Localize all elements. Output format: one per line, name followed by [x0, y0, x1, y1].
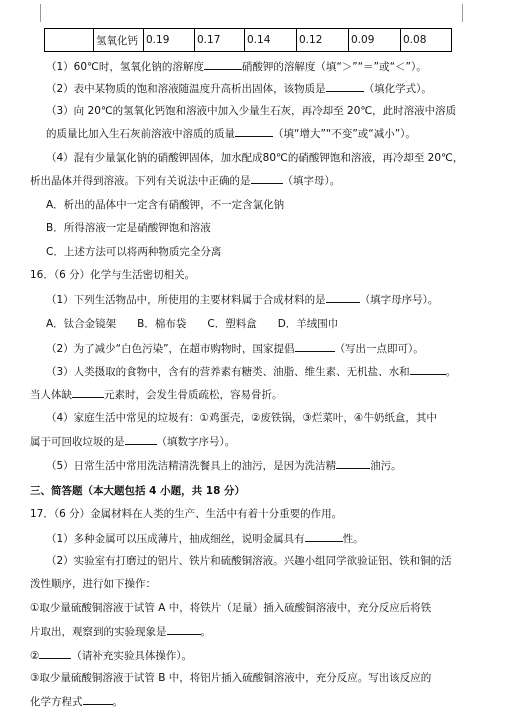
line-text: （2）表中某物质的饱和溶液随温度升高析出固体，该物质是 — [46, 83, 326, 95]
line-text: 当人体缺 — [30, 389, 72, 401]
line-text: （4）家庭生活中常见的垃圾有：①鸡蛋壳，②废铁锅，③烂菜叶，④牛奶纸盒，其中 — [46, 412, 437, 424]
table-cell: 0.08 — [401, 29, 452, 52]
line-text: C．上述方法可以将两种物质完全分离 — [46, 246, 222, 258]
table-cell: 氢氧化钙 — [94, 29, 144, 52]
line-text-after-blank: （填字母序号）。 — [359, 294, 439, 306]
line-text-after-blank: 。 — [112, 696, 123, 708]
question-line — [30, 291, 506, 308]
answer-blank[interactable] — [410, 363, 446, 375]
question-line — [30, 623, 490, 640]
question-line — [30, 267, 490, 283]
table-row — [45, 29, 452, 52]
table-cell: 0.14 — [245, 29, 297, 52]
line-text: A．析出的晶体中一定含有硝酸钾，不一定含氯化钠 — [46, 199, 285, 211]
table-cell: 0.12 — [297, 29, 349, 52]
question-line — [30, 340, 506, 357]
question-line — [30, 103, 506, 119]
line-text-after-blank: （写出一点即可）。 — [334, 343, 424, 355]
answer-blank[interactable] — [251, 172, 283, 184]
question-line — [30, 530, 506, 547]
line-text: 片取出，观察到的实验现象是 — [30, 626, 167, 638]
line-text: （4）混有少量氯化钠的硝酸钾固体，加水配成80℃的硝酸钾饱和溶液，再冷却至 20℃， — [46, 152, 464, 164]
line-text: （3）向 20℃的氢氧化钙饱和溶液中加入少量生石灰，再冷却至 20℃，此时溶液中溶质 — [46, 105, 457, 117]
line-text: 泼性顺序，进行如下操作： — [30, 578, 156, 590]
question-line — [30, 386, 490, 403]
answer-blank[interactable] — [326, 80, 364, 92]
line-text-after-blank: 元素时，会发生骨质疏松，容易骨折。 — [104, 389, 283, 401]
question-line — [30, 506, 490, 522]
question-line — [30, 457, 506, 474]
line-text: （2）实验室有打磨过的铝片、铁片和硫酸铜溶液。兴趣小组同学欲验证铝、铁和铜的活 — [46, 555, 452, 567]
question-line — [30, 576, 490, 592]
page-corner-mark — [30, 4, 41, 22]
line-text: 三、简答题（本大题包括 4 小题，共 18 分） — [30, 485, 246, 497]
line-text-after-blank: 硝酸钾的溶解度（填“＞”“＝”或“＜”）。 — [241, 61, 427, 73]
question-line — [30, 693, 490, 710]
question-line — [30, 58, 506, 75]
answer-blank[interactable] — [235, 125, 273, 137]
line-text: ③取少量硫酸铜溶液于试管 B 中，将铝片插入硫酸铜溶液中，充分反应。写出该反应的 — [30, 672, 432, 684]
question-line — [30, 410, 506, 426]
question-line — [30, 80, 506, 97]
line-text-after-blank: （填数字序号）。 — [156, 436, 236, 448]
line-text: （3）人类摄取的食物中，含有的营养素有糖类、油脂、维生素、无机盐、水和 — [46, 366, 410, 378]
answer-blank[interactable] — [336, 457, 370, 469]
solubility-table — [44, 28, 452, 52]
table-cell: 0.09 — [349, 29, 401, 52]
line-text-after-blank: 。 — [200, 626, 211, 638]
question-line — [30, 197, 506, 213]
line-text-after-blank: （填化学式）。 — [363, 83, 432, 95]
answer-blank[interactable] — [204, 58, 242, 70]
line-text-after-blank: （填“增大”“不变”或“减小”）。 — [273, 128, 416, 140]
question-line — [30, 670, 490, 686]
line-text: B．所得溶液一定是硝酸钾饱和溶液 — [46, 222, 211, 234]
table-cell: 0.19 — [144, 29, 195, 52]
line-text-after-blank: 。 — [445, 366, 457, 378]
line-text: （5）日常生活中常用洗洁精清洗餐具上的油污，是因为洗洁精 — [46, 460, 337, 472]
question-line — [30, 244, 506, 260]
line-text: （1）下列生活物品中，所使用的主要材料属于合成材料的是 — [46, 294, 326, 306]
line-text: 16．（6 分）化学与生活密切相关。 — [30, 269, 196, 281]
line-text: A．钛合金镜架 B．棉布袋 C．塑料盒 D．羊绒围巾 — [46, 318, 339, 330]
question-line — [30, 483, 490, 499]
line-text-after-blank: （填字母）。 — [282, 175, 341, 187]
table-cell — [45, 29, 94, 52]
answer-blank[interactable] — [125, 433, 157, 445]
question-line — [30, 172, 490, 189]
answer-blank[interactable] — [39, 647, 71, 659]
line-text: 17．（6 分）金属材料在人类的生产、生活中有着十分重要的作用。 — [30, 508, 343, 520]
line-text: （1）多种金属可以压成薄片，抽成细丝，说明金属具有 — [46, 533, 305, 545]
answer-blank[interactable] — [295, 340, 335, 352]
line-text: 化学方程式 — [30, 696, 83, 708]
question-line — [30, 363, 506, 380]
question-line — [30, 125, 506, 142]
line-text: 的质量比加入生石灰前溶液中溶质的质量 — [46, 128, 235, 140]
question-line — [30, 600, 490, 616]
answer-blank[interactable] — [72, 386, 104, 398]
answer-blank[interactable] — [83, 693, 113, 705]
question-line — [30, 150, 506, 166]
line-text: 属于可回收垃圾的是 — [30, 436, 125, 448]
line-text: （1）60℃时，氢氧化钠的溶解度 — [46, 61, 204, 73]
question-line — [30, 316, 506, 332]
page-corner-mark — [462, 4, 473, 22]
line-text: 析出晶体并得到溶液。下列有关说法中正确的是 — [30, 175, 251, 187]
question-line — [30, 220, 506, 236]
question-line — [30, 553, 506, 569]
line-text: ② — [30, 650, 40, 662]
answer-blank[interactable] — [326, 291, 360, 303]
line-text-after-blank: 油污。 — [370, 460, 402, 472]
line-text: （2）为了减少“白色污染”，在超市购物时，国家提倡 — [46, 343, 295, 355]
answer-blank[interactable] — [305, 530, 343, 542]
line-text: ①取少量硫酸铜溶液于试管 A 中，将铁片（足量）插入硫酸铜溶液中，充分反应后将铁 — [30, 602, 432, 614]
table-cell: 0.17 — [195, 29, 245, 52]
question-line — [30, 647, 490, 664]
line-text-after-blank: （请补充实验具体操作）。 — [71, 650, 193, 662]
question-line — [30, 433, 490, 450]
line-text-after-blank: 性。 — [342, 533, 364, 545]
answer-blank[interactable] — [167, 623, 201, 635]
